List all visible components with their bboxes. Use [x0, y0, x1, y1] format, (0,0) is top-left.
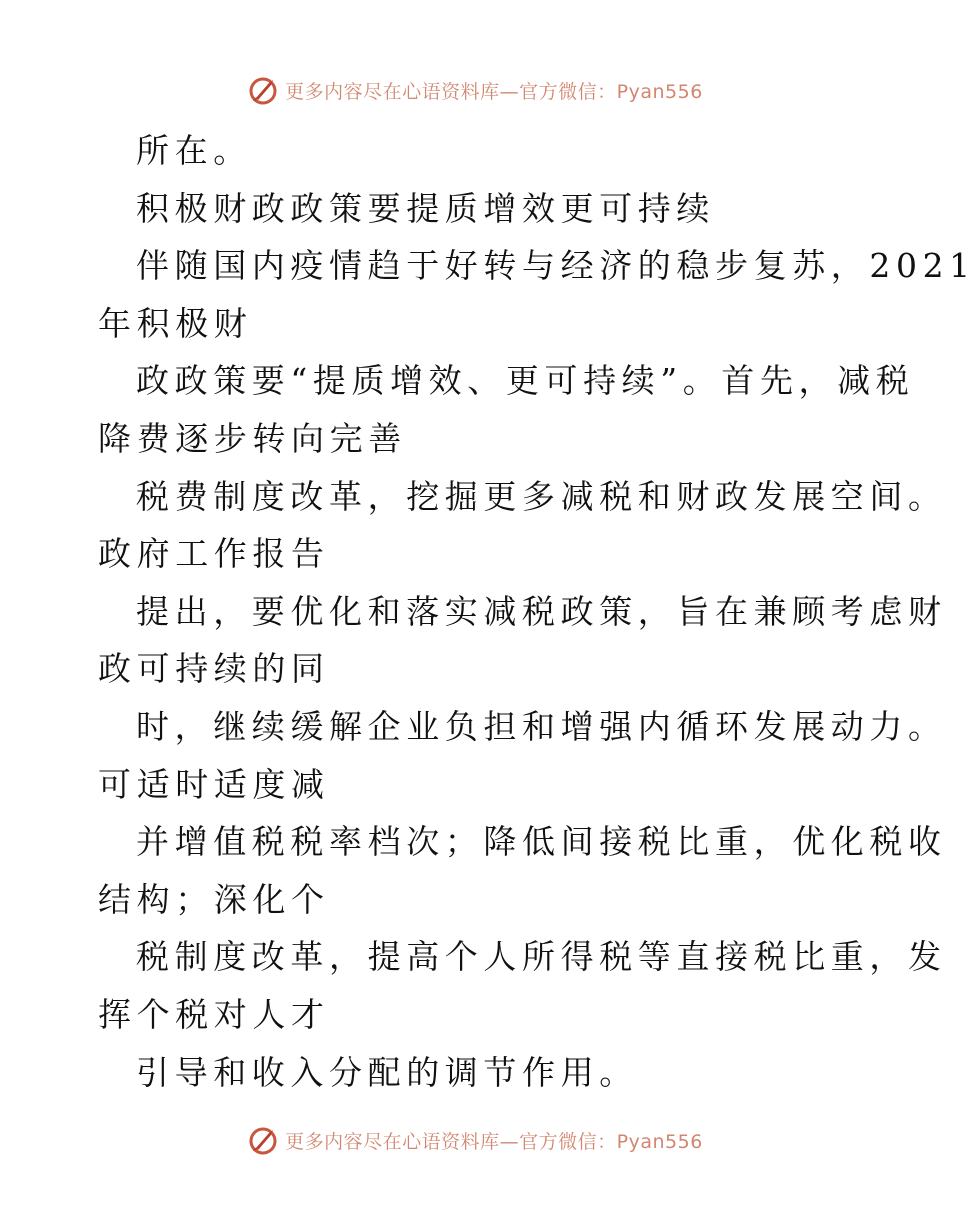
brush-pen-logo-icon — [247, 74, 279, 106]
text-line: 政政策要“提质增效、更可持续”。首先，减税 — [136, 361, 915, 401]
text-line: 政府工作报告 — [98, 534, 330, 574]
text-line: 降费逐步转向完善 — [98, 418, 407, 458]
text-line: 挥个税对人才 — [98, 994, 330, 1034]
document-body — [98, 122, 976, 1101]
footer-watermark — [0, 1120, 950, 1160]
section-heading: 积极财政政策要提质增效更可持续 — [136, 188, 715, 228]
text-line: 税费制度改革，挖掘更多减税和财政发展空间。 — [136, 476, 947, 516]
text-line: 可适时适度减 — [98, 764, 330, 804]
text-line: 结构；深化个 — [98, 879, 330, 919]
text-line: 伴随国内疫情趋于好转与经济的稳步复苏，2021 — [136, 246, 976, 286]
brush-pen-logo-icon — [247, 1124, 279, 1156]
text-line: 并增值税税率档次；降低间接税比重，优化税收 — [136, 822, 947, 862]
watermark-text: 更多内容尽在心语资料库—官方微信：Pyan556 — [285, 1130, 703, 1153]
text-line: 年积极财 — [98, 303, 253, 343]
text-line: 提出，要优化和落实减税政策，旨在兼顾考虑财 — [136, 591, 947, 631]
text-line: 引导和收入分配的调节作用。 — [136, 1052, 638, 1092]
watermark-text: 更多内容尽在心语资料库—官方微信：Pyan556 — [285, 80, 703, 103]
text-line: 时，继续缓解企业负担和增强内循环发展动力。 — [136, 706, 947, 746]
text-line: 所在。 — [136, 131, 252, 170]
text-line: 政可持续的同 — [98, 649, 330, 689]
header-watermark — [0, 70, 950, 110]
text-line: 税制度改革，提高个人所得税等直接税比重，发 — [136, 937, 947, 977]
